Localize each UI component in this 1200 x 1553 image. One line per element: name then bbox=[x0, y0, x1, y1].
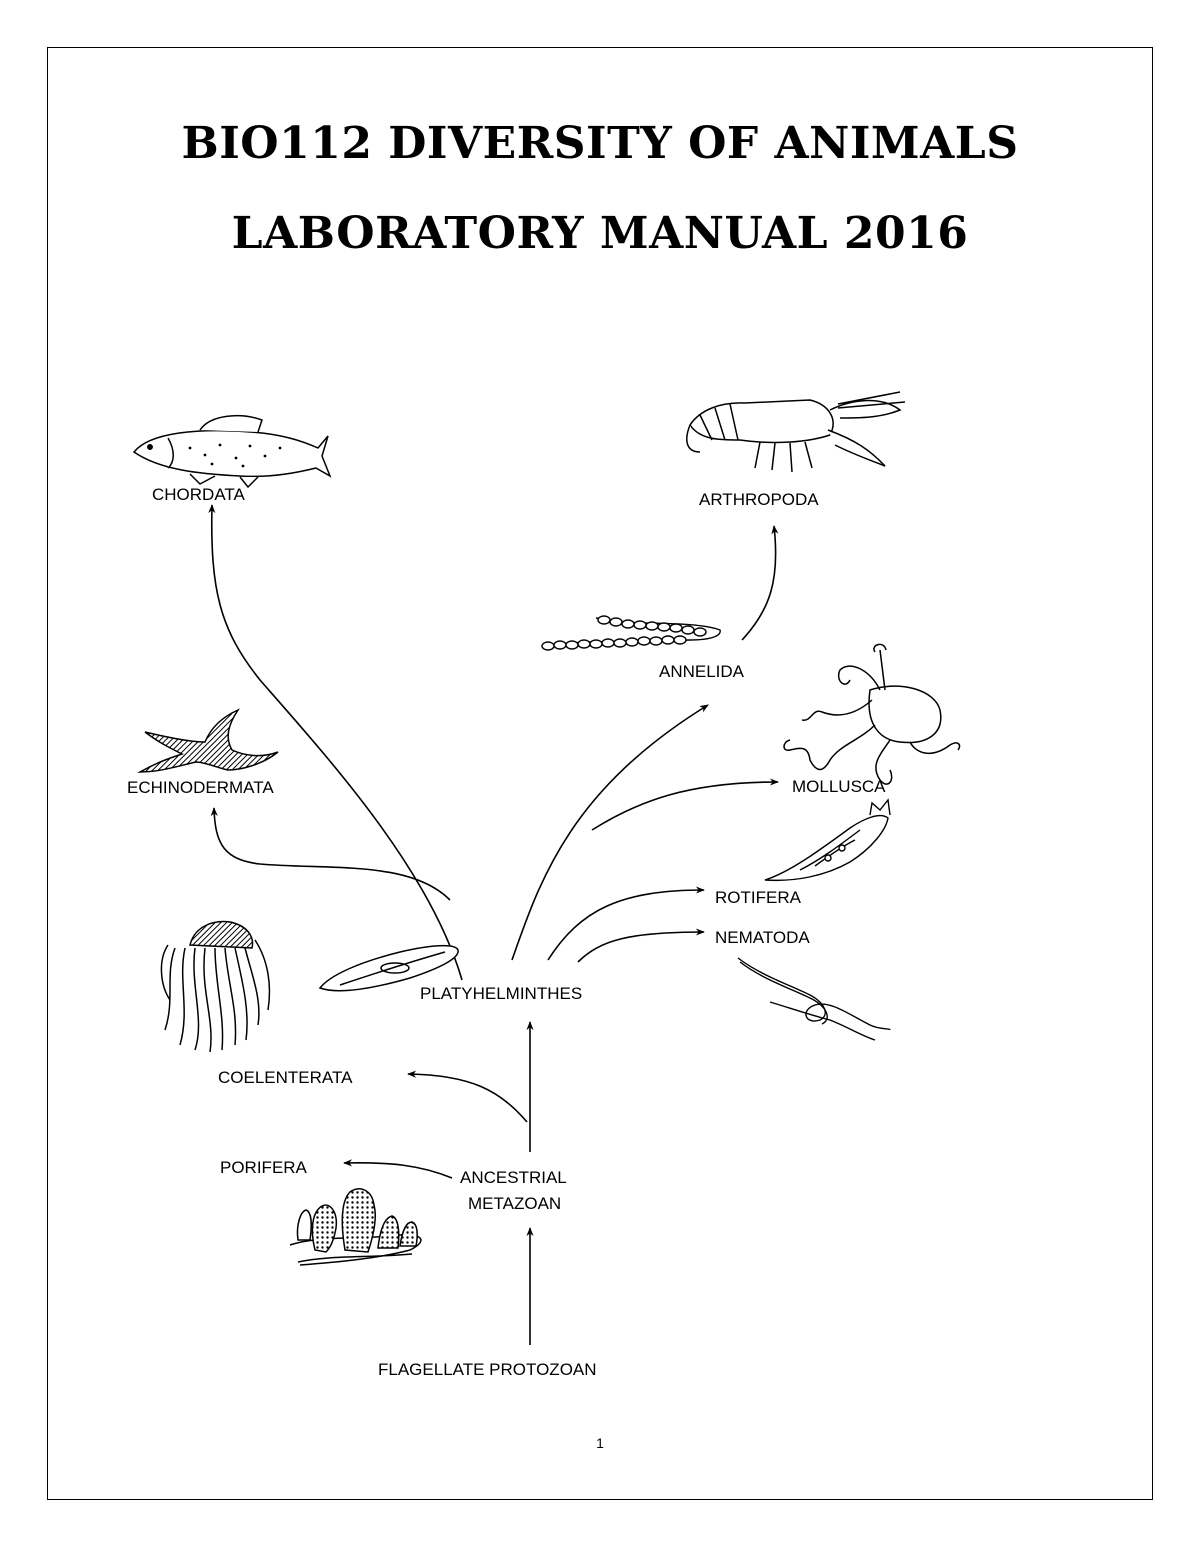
earthworm-illustration bbox=[542, 616, 720, 650]
branch-to-annelida bbox=[512, 705, 708, 960]
branch-to-arthropoda bbox=[742, 526, 776, 640]
title-line-2: LABORATORY MANUAL 2016 bbox=[231, 208, 969, 259]
branch-to-mollusca bbox=[592, 782, 778, 830]
nematode-illustration bbox=[738, 958, 890, 1040]
label-rotifera: ROTIFERA bbox=[715, 888, 801, 907]
branch-to-porifera bbox=[344, 1163, 452, 1178]
label-mollusca: MOLLUSCA bbox=[792, 777, 886, 796]
branch-to-rotifera bbox=[548, 890, 704, 960]
octopus-illustration bbox=[784, 644, 960, 784]
label-metazoan: METAZOAN bbox=[468, 1194, 562, 1213]
label-annelida: ANNELIDA bbox=[659, 662, 745, 681]
label-platyhelminthes: PLATYHELMINTHES bbox=[420, 984, 583, 1003]
branch-to-coelenterata bbox=[408, 1074, 527, 1122]
branch-to-chordata bbox=[212, 505, 462, 980]
page-number: 1 bbox=[596, 1435, 604, 1451]
title-line-1: BIO112 DIVERSITY OF ANIMALS bbox=[181, 118, 1019, 169]
branch-to-echinodermata bbox=[214, 808, 450, 900]
fish-illustration bbox=[134, 416, 330, 487]
jellyfish-illustration bbox=[161, 922, 269, 1052]
branch-to-nematoda bbox=[578, 932, 704, 962]
label-coelenterata: COELENTERATA bbox=[218, 1068, 353, 1087]
crayfish-illustration bbox=[687, 392, 905, 472]
rotifer-illustration bbox=[765, 800, 890, 880]
starfish-illustration bbox=[140, 710, 278, 772]
label-porifera: PORIFERA bbox=[220, 1158, 307, 1177]
label-chordata: CHORDATA bbox=[152, 485, 245, 504]
label-ancestrial: ANCESTRIAL bbox=[460, 1168, 567, 1187]
label-arthropoda: ARTHROPODA bbox=[699, 490, 819, 509]
label-echinodermata: ECHINODERMATA bbox=[127, 778, 274, 797]
label-flagellate-protozoan: FLAGELLATE PROTOZOAN bbox=[378, 1360, 597, 1379]
sponge-illustration bbox=[290, 1189, 421, 1265]
label-nematoda: NEMATODA bbox=[715, 928, 810, 947]
